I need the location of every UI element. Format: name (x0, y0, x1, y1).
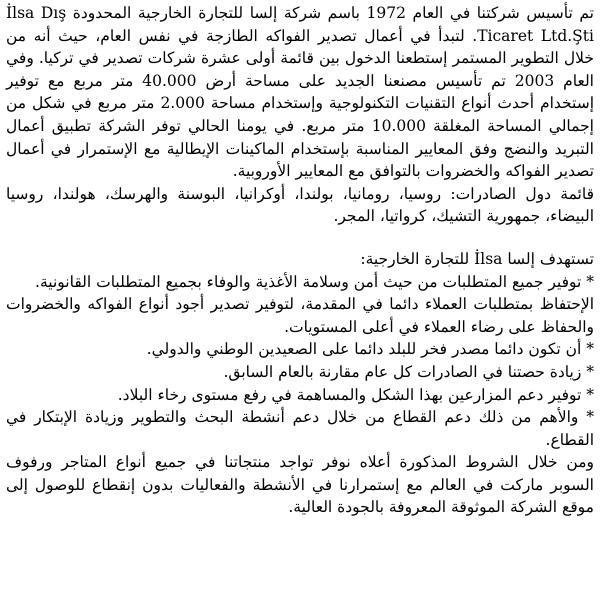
about-paragraph: تم تأسيس شركتنا في العام 1972 باسم شركة إلسا للتجارة الخارجية المحدودة İlsa Dış Ticaret Ltd.Şti. لتبدأ في أعمال تصدير الفواكه الطازجة في نفس العام، حيث أنه من خلال التطوير المستمر إستطعنا الدخول بين قائمة أولى عشرة شركات تصدير في تركيا. وفي العام 2003 تم تأسيس مصنعنا الجديد على مساحة أرض 40.000 متر مربع مع توفير إستخدام أحدث أنواع التقنيات التكنولوجية وإستخدام مساحة 2.000 متر مربع في شكل من إجمالي المساحة المغلقة 10.000 متر مربع. في يومنا الحالي توفر الشركة تطبيق أعمال التبريد والنضج وفق المعايير المناسبة بإستخدام الماكينات الإيطالية مع الإستمرار في أعمال تصدير الفواكه والخضروات بالتوافق مع المعايير الأوروبية. (6, 4, 594, 181)
goal-item-export-share: * زيادة حصتنا في الصادرات كل عام مقارنة بالعام السابق. (223, 362, 594, 381)
goal-item-customer-needs: الإحتفاظ بمتطلبات العملاء دائما في المقدمة، لتوفير تصدير أجود أنواع الفواكه والخضروات والحفاظ على رضاء العملاء في أعلى المستويات. (6, 295, 594, 336)
goals-heading: تستهدف إلسا İlsa للتجارة الخارجية: (360, 249, 594, 268)
goal-item-farmer-support: * توفير دعم المزارعين بهذا الشكل والمساهمة في رفع مستوى رخاء البلاد. (117, 385, 594, 404)
countries-paragraph: قائمة دول الصادرات: روسيا، رومانيا، بولندا، أوكرانيا، البوسنة والهرسك، هولندا، روسيا البيضاء، جمهورية التشيك، كرواتيا، المجر. (6, 184, 594, 226)
goal-item-food-safety: * توفير جميع المتطلبات من حيث أمن وسلامة الأغذية والوفاء بجميع المتطلبات القانونية. (35, 272, 594, 291)
goal-item-national-pride: * أن تكون دائما مصدر فخر للبلد دائما على الصعيدين الوطني والدولي. (146, 340, 594, 359)
goal-item-research-innovation: * والأهم من ذلك دعم القطاع من خلال دعم أنشطة البحث والتطوير وزيادة الإبتكار في القطاع. (6, 408, 594, 449)
closing-paragraph: ومن خلال الشروط المذكورة أعلاه نوفر تواجد منتجاتنا في جميع أنواع المتاجر ورفوف السوبر ماركت في العالم مع إستمرارنا في الأنشطة والفعاليات بدون إنقطاع للوصول إلى موقع الشركة الموثوقة المعروفة بالجودة العالية. (6, 453, 594, 517)
paragraph-spacer (6, 228, 594, 248)
